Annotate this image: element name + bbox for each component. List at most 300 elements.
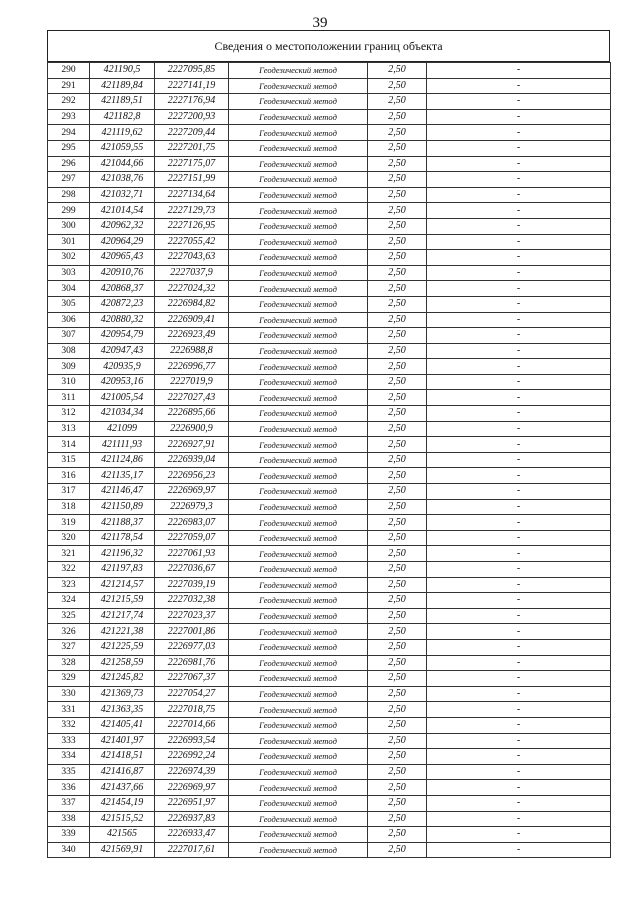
x-coordinate-cell: 421182,8 bbox=[90, 109, 155, 125]
table-row bbox=[48, 811, 611, 827]
point-number-cell: 319 bbox=[48, 515, 90, 531]
table-row bbox=[48, 639, 611, 655]
method-cell: Геодезический метод bbox=[229, 343, 368, 359]
note-cell: - bbox=[427, 608, 611, 624]
y-coordinate-cell: 2227024,32 bbox=[155, 281, 229, 297]
x-coordinate-cell: 421416,87 bbox=[90, 764, 155, 780]
method-cell: Геодезический метод bbox=[229, 265, 368, 281]
y-coordinate-cell: 2227200,93 bbox=[155, 109, 229, 125]
note-cell: - bbox=[427, 468, 611, 484]
table-row bbox=[48, 234, 611, 250]
x-coordinate-cell: 421034,34 bbox=[90, 406, 155, 422]
point-number-cell: 338 bbox=[48, 811, 90, 827]
table-row bbox=[48, 827, 611, 843]
point-number-cell: 340 bbox=[48, 842, 90, 858]
table-body bbox=[48, 63, 611, 858]
precision-cell: 2,50 bbox=[368, 140, 427, 156]
y-coordinate-cell: 2227095,85 bbox=[155, 63, 229, 79]
x-coordinate-cell: 420880,32 bbox=[90, 312, 155, 328]
method-cell: Геодезический метод bbox=[229, 639, 368, 655]
method-cell: Геодезический метод bbox=[229, 187, 368, 203]
point-number-cell: 316 bbox=[48, 468, 90, 484]
x-coordinate-cell: 421178,54 bbox=[90, 530, 155, 546]
note-cell: - bbox=[427, 811, 611, 827]
point-number-cell: 328 bbox=[48, 655, 90, 671]
y-coordinate-cell: 2226951,97 bbox=[155, 795, 229, 811]
precision-cell: 2,50 bbox=[368, 468, 427, 484]
note-cell: - bbox=[427, 499, 611, 515]
x-coordinate-cell: 421038,76 bbox=[90, 172, 155, 188]
note-cell: - bbox=[427, 359, 611, 375]
method-cell: Геодезический метод bbox=[229, 406, 368, 422]
note-cell: - bbox=[427, 733, 611, 749]
precision-cell: 2,50 bbox=[368, 655, 427, 671]
precision-cell: 2,50 bbox=[368, 63, 427, 79]
note-cell: - bbox=[427, 546, 611, 562]
precision-cell: 2,50 bbox=[368, 359, 427, 375]
precision-cell: 2,50 bbox=[368, 94, 427, 110]
table-row bbox=[48, 94, 611, 110]
precision-cell: 2,50 bbox=[368, 218, 427, 234]
table-row bbox=[48, 281, 611, 297]
y-coordinate-cell: 2227019,9 bbox=[155, 374, 229, 390]
precision-cell: 2,50 bbox=[368, 172, 427, 188]
table-row bbox=[48, 686, 611, 702]
table-row bbox=[48, 530, 611, 546]
y-coordinate-cell: 2227209,44 bbox=[155, 125, 229, 141]
x-coordinate-cell: 420962,32 bbox=[90, 218, 155, 234]
method-cell: Геодезический метод bbox=[229, 530, 368, 546]
point-number-cell: 290 bbox=[48, 63, 90, 79]
note-cell: - bbox=[427, 296, 611, 312]
y-coordinate-cell: 2227018,75 bbox=[155, 702, 229, 718]
precision-cell: 2,50 bbox=[368, 281, 427, 297]
note-cell: - bbox=[427, 421, 611, 437]
y-coordinate-cell: 2227014,66 bbox=[155, 717, 229, 733]
table-row bbox=[48, 140, 611, 156]
x-coordinate-cell: 421401,97 bbox=[90, 733, 155, 749]
y-coordinate-cell: 2227126,95 bbox=[155, 218, 229, 234]
x-coordinate-cell: 420868,37 bbox=[90, 281, 155, 297]
note-cell: - bbox=[427, 374, 611, 390]
x-coordinate-cell: 421369,73 bbox=[90, 686, 155, 702]
precision-cell: 2,50 bbox=[368, 530, 427, 546]
y-coordinate-cell: 2227175,07 bbox=[155, 156, 229, 172]
precision-cell: 2,50 bbox=[368, 156, 427, 172]
precision-cell: 2,50 bbox=[368, 109, 427, 125]
note-cell: - bbox=[427, 109, 611, 125]
x-coordinate-cell: 421454,19 bbox=[90, 795, 155, 811]
note-cell: - bbox=[427, 437, 611, 453]
y-coordinate-cell: 2227036,67 bbox=[155, 562, 229, 578]
note-cell: - bbox=[427, 187, 611, 203]
precision-cell: 2,50 bbox=[368, 717, 427, 733]
precision-cell: 2,50 bbox=[368, 515, 427, 531]
method-cell: Геодезический метод bbox=[229, 795, 368, 811]
y-coordinate-cell: 2226909,41 bbox=[155, 312, 229, 328]
y-coordinate-cell: 2226977,03 bbox=[155, 639, 229, 655]
point-number-cell: 325 bbox=[48, 608, 90, 624]
y-coordinate-cell: 2227043,63 bbox=[155, 250, 229, 266]
note-cell: - bbox=[427, 452, 611, 468]
note-cell: - bbox=[427, 764, 611, 780]
note-cell: - bbox=[427, 390, 611, 406]
method-cell: Геодезический метод bbox=[229, 78, 368, 94]
y-coordinate-cell: 2227176,94 bbox=[155, 94, 229, 110]
x-coordinate-cell: 421565 bbox=[90, 827, 155, 843]
point-number-cell: 293 bbox=[48, 109, 90, 125]
x-coordinate-cell: 421190,5 bbox=[90, 63, 155, 79]
precision-cell: 2,50 bbox=[368, 827, 427, 843]
point-number-cell: 305 bbox=[48, 296, 90, 312]
table-row bbox=[48, 608, 611, 624]
y-coordinate-cell: 2226956,23 bbox=[155, 468, 229, 484]
point-number-cell: 321 bbox=[48, 546, 90, 562]
method-cell: Геодезический метод bbox=[229, 671, 368, 687]
point-number-cell: 299 bbox=[48, 203, 90, 219]
point-number-cell: 329 bbox=[48, 671, 90, 687]
boundary-coordinates-table bbox=[47, 62, 611, 858]
point-number-cell: 332 bbox=[48, 717, 90, 733]
x-coordinate-cell: 421196,32 bbox=[90, 546, 155, 562]
method-cell: Геодезический метод bbox=[229, 140, 368, 156]
method-cell: Геодезический метод bbox=[229, 234, 368, 250]
note-cell: - bbox=[427, 343, 611, 359]
method-cell: Геодезический метод bbox=[229, 686, 368, 702]
point-number-cell: 331 bbox=[48, 702, 90, 718]
note-cell: - bbox=[427, 671, 611, 687]
table-row bbox=[48, 842, 611, 858]
method-cell: Геодезический метод bbox=[229, 655, 368, 671]
table-row bbox=[48, 156, 611, 172]
note-cell: - bbox=[427, 125, 611, 141]
precision-cell: 2,50 bbox=[368, 296, 427, 312]
point-number-cell: 330 bbox=[48, 686, 90, 702]
x-coordinate-cell: 421188,37 bbox=[90, 515, 155, 531]
table-row bbox=[48, 406, 611, 422]
x-coordinate-cell: 421124,86 bbox=[90, 452, 155, 468]
method-cell: Геодезический метод bbox=[229, 312, 368, 328]
note-cell: - bbox=[427, 250, 611, 266]
precision-cell: 2,50 bbox=[368, 842, 427, 858]
precision-cell: 2,50 bbox=[368, 484, 427, 500]
point-number-cell: 291 bbox=[48, 78, 90, 94]
precision-cell: 2,50 bbox=[368, 328, 427, 344]
table-row bbox=[48, 78, 611, 94]
method-cell: Геодезический метод bbox=[229, 780, 368, 796]
method-cell: Геодезический метод bbox=[229, 218, 368, 234]
y-coordinate-cell: 2227141,19 bbox=[155, 78, 229, 94]
note-cell: - bbox=[427, 234, 611, 250]
note-cell: - bbox=[427, 593, 611, 609]
note-cell: - bbox=[427, 577, 611, 593]
point-number-cell: 323 bbox=[48, 577, 90, 593]
x-coordinate-cell: 421437,66 bbox=[90, 780, 155, 796]
x-coordinate-cell: 421189,51 bbox=[90, 94, 155, 110]
point-number-cell: 320 bbox=[48, 530, 90, 546]
point-number-cell: 334 bbox=[48, 749, 90, 765]
y-coordinate-cell: 2226969,97 bbox=[155, 484, 229, 500]
note-cell: - bbox=[427, 530, 611, 546]
x-coordinate-cell: 421214,57 bbox=[90, 577, 155, 593]
table-row bbox=[48, 109, 611, 125]
table-row bbox=[48, 655, 611, 671]
note-cell: - bbox=[427, 702, 611, 718]
x-coordinate-cell: 421189,84 bbox=[90, 78, 155, 94]
y-coordinate-cell: 2227001,86 bbox=[155, 624, 229, 640]
table-row bbox=[48, 546, 611, 562]
precision-cell: 2,50 bbox=[368, 390, 427, 406]
point-number-cell: 335 bbox=[48, 764, 90, 780]
precision-cell: 2,50 bbox=[368, 234, 427, 250]
method-cell: Геодезический метод bbox=[229, 94, 368, 110]
note-cell: - bbox=[427, 484, 611, 500]
point-number-cell: 317 bbox=[48, 484, 90, 500]
point-number-cell: 296 bbox=[48, 156, 90, 172]
table-row bbox=[48, 125, 611, 141]
method-cell: Геодезический метод bbox=[229, 733, 368, 749]
table-row bbox=[48, 187, 611, 203]
method-cell: Геодезический метод bbox=[229, 546, 368, 562]
method-cell: Геодезический метод bbox=[229, 125, 368, 141]
table-row bbox=[48, 63, 611, 79]
precision-cell: 2,50 bbox=[368, 795, 427, 811]
note-cell: - bbox=[427, 795, 611, 811]
table-row bbox=[48, 624, 611, 640]
y-coordinate-cell: 2227061,93 bbox=[155, 546, 229, 562]
point-number-cell: 327 bbox=[48, 639, 90, 655]
method-cell: Геодезический метод bbox=[229, 359, 368, 375]
note-cell: - bbox=[427, 717, 611, 733]
precision-cell: 2,50 bbox=[368, 811, 427, 827]
table-row bbox=[48, 764, 611, 780]
method-cell: Геодезический метод bbox=[229, 250, 368, 266]
method-cell: Геодезический метод bbox=[229, 842, 368, 858]
y-coordinate-cell: 2226927,91 bbox=[155, 437, 229, 453]
x-coordinate-cell: 421405,41 bbox=[90, 717, 155, 733]
table-row bbox=[48, 733, 611, 749]
method-cell: Геодезический метод bbox=[229, 468, 368, 484]
x-coordinate-cell: 421569,91 bbox=[90, 842, 155, 858]
method-cell: Геодезический метод bbox=[229, 328, 368, 344]
precision-cell: 2,50 bbox=[368, 265, 427, 281]
x-coordinate-cell: 420964,29 bbox=[90, 234, 155, 250]
table-row bbox=[48, 203, 611, 219]
point-number-cell: 295 bbox=[48, 140, 90, 156]
point-number-cell: 322 bbox=[48, 562, 90, 578]
x-coordinate-cell: 421215,59 bbox=[90, 593, 155, 609]
method-cell: Геодезический метод bbox=[229, 499, 368, 515]
table-row bbox=[48, 671, 611, 687]
method-cell: Геодезический метод bbox=[229, 811, 368, 827]
y-coordinate-cell: 2227055,42 bbox=[155, 234, 229, 250]
y-coordinate-cell: 2226923,49 bbox=[155, 328, 229, 344]
x-coordinate-cell: 420947,43 bbox=[90, 343, 155, 359]
y-coordinate-cell: 2226992,24 bbox=[155, 749, 229, 765]
note-cell: - bbox=[427, 172, 611, 188]
method-cell: Геодезический метод bbox=[229, 172, 368, 188]
method-cell: Геодезический метод bbox=[229, 452, 368, 468]
table-row bbox=[48, 499, 611, 515]
precision-cell: 2,50 bbox=[368, 187, 427, 203]
point-number-cell: 306 bbox=[48, 312, 90, 328]
precision-cell: 2,50 bbox=[368, 764, 427, 780]
y-coordinate-cell: 2226900,9 bbox=[155, 421, 229, 437]
method-cell: Геодезический метод bbox=[229, 562, 368, 578]
x-coordinate-cell: 421032,71 bbox=[90, 187, 155, 203]
y-coordinate-cell: 2226993,54 bbox=[155, 733, 229, 749]
point-number-cell: 315 bbox=[48, 452, 90, 468]
note-cell: - bbox=[427, 562, 611, 578]
method-cell: Геодезический метод bbox=[229, 717, 368, 733]
precision-cell: 2,50 bbox=[368, 125, 427, 141]
point-number-cell: 324 bbox=[48, 593, 90, 609]
y-coordinate-cell: 2227054,27 bbox=[155, 686, 229, 702]
y-coordinate-cell: 2226988,8 bbox=[155, 343, 229, 359]
method-cell: Геодезический метод bbox=[229, 421, 368, 437]
precision-cell: 2,50 bbox=[368, 624, 427, 640]
precision-cell: 2,50 bbox=[368, 702, 427, 718]
point-number-cell: 333 bbox=[48, 733, 90, 749]
table-row bbox=[48, 374, 611, 390]
table-row bbox=[48, 343, 611, 359]
point-number-cell: 301 bbox=[48, 234, 90, 250]
point-number-cell: 311 bbox=[48, 390, 90, 406]
precision-cell: 2,50 bbox=[368, 671, 427, 687]
point-number-cell: 314 bbox=[48, 437, 90, 453]
precision-cell: 2,50 bbox=[368, 203, 427, 219]
point-number-cell: 297 bbox=[48, 172, 90, 188]
y-coordinate-cell: 2227039,19 bbox=[155, 577, 229, 593]
precision-cell: 2,50 bbox=[368, 639, 427, 655]
method-cell: Геодезический метод bbox=[229, 593, 368, 609]
table-row bbox=[48, 484, 611, 500]
precision-cell: 2,50 bbox=[368, 562, 427, 578]
table-row bbox=[48, 577, 611, 593]
y-coordinate-cell: 2226979,3 bbox=[155, 499, 229, 515]
x-coordinate-cell: 421014,54 bbox=[90, 203, 155, 219]
precision-cell: 2,50 bbox=[368, 421, 427, 437]
table-row bbox=[48, 421, 611, 437]
table-title: Сведения о местоположении границ объекта bbox=[47, 30, 610, 62]
method-cell: Геодезический метод bbox=[229, 374, 368, 390]
method-cell: Геодезический метод bbox=[229, 156, 368, 172]
precision-cell: 2,50 bbox=[368, 437, 427, 453]
note-cell: - bbox=[427, 94, 611, 110]
y-coordinate-cell: 2227151,99 bbox=[155, 172, 229, 188]
table-row bbox=[48, 515, 611, 531]
boundary-table-sheet bbox=[47, 30, 610, 858]
y-coordinate-cell: 2227059,07 bbox=[155, 530, 229, 546]
method-cell: Геодезический метод bbox=[229, 702, 368, 718]
note-cell: - bbox=[427, 655, 611, 671]
method-cell: Геодезический метод bbox=[229, 515, 368, 531]
y-coordinate-cell: 2227017,61 bbox=[155, 842, 229, 858]
precision-cell: 2,50 bbox=[368, 374, 427, 390]
y-coordinate-cell: 2227027,43 bbox=[155, 390, 229, 406]
x-coordinate-cell: 421146,47 bbox=[90, 484, 155, 500]
x-coordinate-cell: 421225,59 bbox=[90, 639, 155, 655]
table-row bbox=[48, 562, 611, 578]
x-coordinate-cell: 421258,59 bbox=[90, 655, 155, 671]
point-number-cell: 294 bbox=[48, 125, 90, 141]
point-number-cell: 298 bbox=[48, 187, 90, 203]
table-row bbox=[48, 250, 611, 266]
x-coordinate-cell: 421217,74 bbox=[90, 608, 155, 624]
point-number-cell: 303 bbox=[48, 265, 90, 281]
method-cell: Геодезический метод bbox=[229, 608, 368, 624]
note-cell: - bbox=[427, 218, 611, 234]
precision-cell: 2,50 bbox=[368, 452, 427, 468]
y-coordinate-cell: 2226996,77 bbox=[155, 359, 229, 375]
method-cell: Геодезический метод bbox=[229, 577, 368, 593]
y-coordinate-cell: 2226933,47 bbox=[155, 827, 229, 843]
point-number-cell: 300 bbox=[48, 218, 90, 234]
point-number-cell: 309 bbox=[48, 359, 90, 375]
table-row bbox=[48, 593, 611, 609]
x-coordinate-cell: 420953,16 bbox=[90, 374, 155, 390]
point-number-cell: 339 bbox=[48, 827, 90, 843]
table-row bbox=[48, 780, 611, 796]
y-coordinate-cell: 2226939,04 bbox=[155, 452, 229, 468]
point-number-cell: 292 bbox=[48, 94, 90, 110]
x-coordinate-cell: 421245,82 bbox=[90, 671, 155, 687]
method-cell: Геодезический метод bbox=[229, 827, 368, 843]
precision-cell: 2,50 bbox=[368, 250, 427, 266]
method-cell: Геодезический метод bbox=[229, 624, 368, 640]
table-row bbox=[48, 312, 611, 328]
note-cell: - bbox=[427, 842, 611, 858]
precision-cell: 2,50 bbox=[368, 733, 427, 749]
y-coordinate-cell: 2227023,37 bbox=[155, 608, 229, 624]
note-cell: - bbox=[427, 624, 611, 640]
method-cell: Геодезический метод bbox=[229, 437, 368, 453]
y-coordinate-cell: 2226981,76 bbox=[155, 655, 229, 671]
note-cell: - bbox=[427, 63, 611, 79]
method-cell: Геодезический метод bbox=[229, 749, 368, 765]
y-coordinate-cell: 2227037,9 bbox=[155, 265, 229, 281]
table-row bbox=[48, 328, 611, 344]
table-row bbox=[48, 702, 611, 718]
method-cell: Геодезический метод bbox=[229, 484, 368, 500]
precision-cell: 2,50 bbox=[368, 343, 427, 359]
precision-cell: 2,50 bbox=[368, 608, 427, 624]
x-coordinate-cell: 420910,76 bbox=[90, 265, 155, 281]
precision-cell: 2,50 bbox=[368, 749, 427, 765]
precision-cell: 2,50 bbox=[368, 577, 427, 593]
x-coordinate-cell: 421221,38 bbox=[90, 624, 155, 640]
note-cell: - bbox=[427, 406, 611, 422]
point-number-cell: 302 bbox=[48, 250, 90, 266]
note-cell: - bbox=[427, 827, 611, 843]
y-coordinate-cell: 2226969,97 bbox=[155, 780, 229, 796]
table-row bbox=[48, 172, 611, 188]
precision-cell: 2,50 bbox=[368, 78, 427, 94]
precision-cell: 2,50 bbox=[368, 546, 427, 562]
method-cell: Геодезический метод bbox=[229, 63, 368, 79]
y-coordinate-cell: 2227134,64 bbox=[155, 187, 229, 203]
method-cell: Геодезический метод bbox=[229, 281, 368, 297]
note-cell: - bbox=[427, 265, 611, 281]
note-cell: - bbox=[427, 156, 611, 172]
x-coordinate-cell: 421150,89 bbox=[90, 499, 155, 515]
point-number-cell: 337 bbox=[48, 795, 90, 811]
y-coordinate-cell: 2226937,83 bbox=[155, 811, 229, 827]
note-cell: - bbox=[427, 312, 611, 328]
note-cell: - bbox=[427, 140, 611, 156]
table-row bbox=[48, 749, 611, 765]
note-cell: - bbox=[427, 686, 611, 702]
